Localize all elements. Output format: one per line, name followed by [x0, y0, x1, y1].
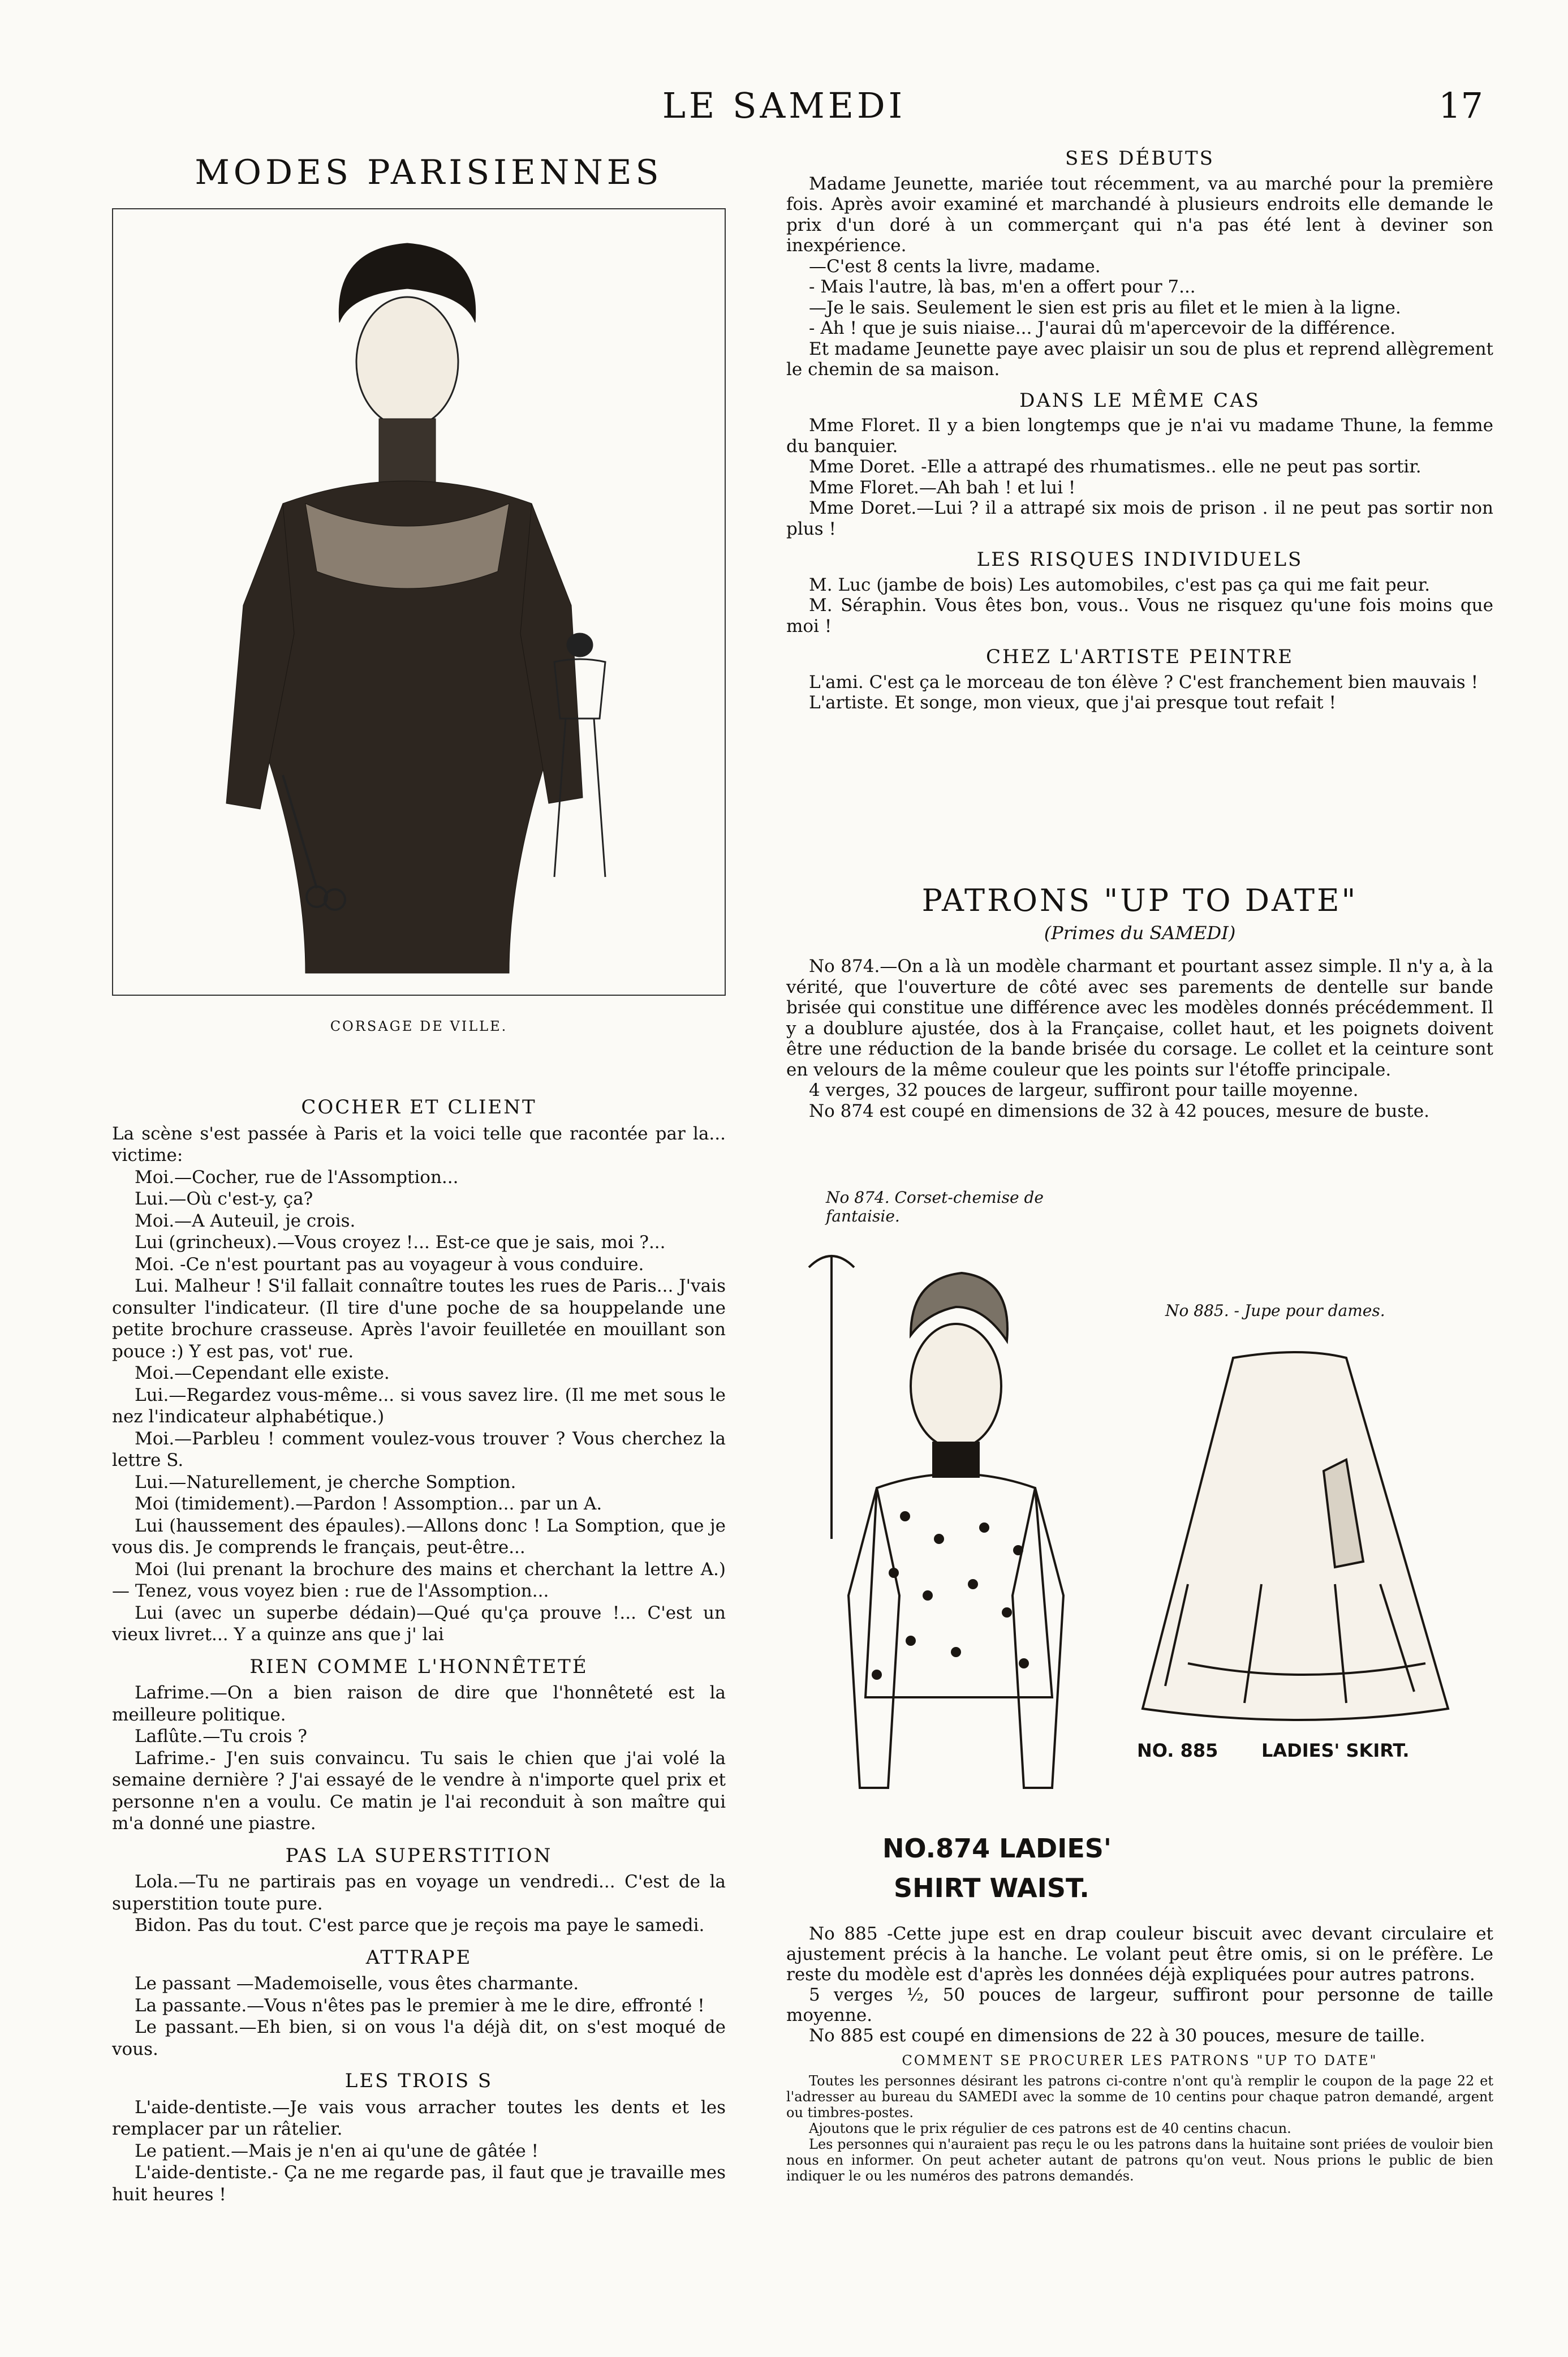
left-text-column	[112, 1086, 726, 2205]
illustration-frame	[112, 208, 726, 996]
text-line: 5 verges ½, 50 pouces de largeur, suffiront pour personne de taille moyenne.	[786, 1985, 1493, 2025]
text-line: Mme Floret. Il y a bien longtemps que je n'ai vu madame Thune, la femme du banquier.	[786, 415, 1493, 457]
corsage-illustration	[113, 209, 725, 995]
skirt-illustration	[1131, 1347, 1471, 1731]
text-line: Lui.—Regardez vous-même... si vous savez lire. (Il me met sous le nez l'indicateur alphabétique.)	[112, 1384, 726, 1427]
text-line: —C'est 8 cents la livre, madame.	[809, 256, 1101, 277]
text-line: Mme Floret.—Ah bah ! et lui !	[809, 477, 1076, 498]
fig874-label-line2: SHIRT WAIST.	[894, 1873, 1089, 1903]
fig874-caption: No 874. Corset-chemise de fantaisie.	[826, 1188, 1044, 1225]
section-heading: PAS LA SUPERSTITION	[285, 1844, 553, 1867]
text-line: - Ah ! que je suis niaise... J'aurai dû m'apercevoir de la différence.	[809, 318, 1396, 338]
newspaper-title: LE SAMEDI	[662, 85, 906, 126]
section-heading: DANS LE MÊME CAS	[1019, 389, 1260, 412]
text-line: Lafrime.- J'en suis convaincu. Tu sais le chien que j'ai volé la semaine dernière ? J'ai essayé de le vendre à n'importe quel prix et personne n'en a voulu. Ce matin je l'ai reconduit à son maître qui m'a donné une piastre.	[112, 1748, 726, 1834]
text-line: Lui. Malheur ! S'il fallait connaître toutes les rues de Paris... J'vais consulter l'indicateur. (Il tire d'une poche de sa houppelande une petite brochure crasseuse. Après l'avoir feuilletée en mouillant son pouce :) Y est pas, vot' rue.	[112, 1276, 726, 1362]
small-text-line: Toutes les personnes désirant les patrons ci-contre n'ont qu'à remplir le coupon de la page 22 et l'adresser au bureau du SAMEDI avec la somme de 10 centins pour chaque patron demandé, argent ou timbres-postes.	[786, 2073, 1493, 2121]
text-line: Lui (haussement des épaules).—Allons donc ! La Somption, que je vous dis. Je comprends le français, peut-être...	[112, 1515, 726, 1558]
right-text-column	[786, 148, 1493, 713]
text-line: Le passant.—Eh bien, si on vous l'a déjà dit, on s'est moqué de vous.	[112, 2017, 726, 2059]
text-line: 4 verges, 32 pouces de largeur, suffiront pour taille moyenne.	[809, 1080, 1359, 1100]
text-line: Moi (timidement).—Pardon ! Assomption... par un A.	[135, 1494, 602, 1514]
text-line: Moi.—A Auteuil, je crois.	[135, 1210, 356, 1231]
section-heading: ATTRAPE	[365, 1946, 472, 1969]
fig885-caption: No 885. - Jupe pour dames.	[1165, 1301, 1385, 1320]
text-line: Le passant —Mademoiselle, vous êtes charmante.	[135, 1973, 579, 1994]
text-line: Lui.—Naturellement, je cherche Somption.	[135, 1472, 516, 1493]
text-line: - Mais l'autre, là bas, m'en a offert pour 7...	[809, 277, 1196, 297]
patrons-title: PATRONS "UP TO DATE"	[921, 883, 1358, 918]
section-heading: LES TROIS S	[344, 2070, 493, 2092]
patrons-text	[786, 956, 1493, 1121]
fig874-label-line1: NO.874 LADIES'	[882, 1833, 1112, 1864]
patrons-subtitle: (Primes du SAMEDI)	[1044, 922, 1236, 944]
section-heading: LES RISQUES INDIVIDUELS	[976, 548, 1303, 571]
text-line: No 874.—On a là un modèle charmant et pourtant assez simple. Il n'y a, à la vérité, que l'ouverture de côté avec ses parements de dentelle sur bande brisée qui constitue une différence avec les modèles donnés précédemment. Il y a doublure ajustée, dos à la Française, collet haut, et les poignets doivent être une réduction de la bande brisée du corsage. Le collet et la ceinture sont en velours de la même couleur que les points sur l'étoffe principale.	[786, 956, 1493, 1080]
text-line: Bidon. Pas du tout. C'est parce que je reçois ma paye le samedi.	[135, 1915, 705, 1936]
page-number: 17	[1438, 85, 1483, 126]
text-line: No 885 -Cette jupe est en drap couleur biscuit avec devant circulaire et ajustement précis à la hanche. Le volant peut être omis, si on le préfère. Le reste du modèle est d'après les données déjà expliquées pour autres patrons.	[786, 1924, 1493, 1985]
text-line: L'aide-dentiste.—Je vais vous arracher toutes les dents et les remplacer par un râtelier.	[112, 2097, 726, 2139]
text-line: Moi.—Cependant elle existe.	[135, 1363, 390, 1383]
text-line: L'ami. C'est ça le morceau de ton élève ? C'est franchement bien mauvais !	[809, 672, 1479, 693]
text-line: Lui (avec un superbe dédain)—Qué qu'ça prouve !... C'est un vieux livret... Y a quinze ans que j' lai	[112, 1602, 726, 1645]
text-line: Laflûte.—Tu crois ?	[135, 1726, 308, 1747]
text-line: La passante.—Vous n'êtes pas le premier à me le dire, effronté !	[135, 1995, 705, 2016]
text-line: No 874 est coupé en dimensions de 32 à 42 pouces, mesure de buste.	[809, 1100, 1429, 1121]
text-line: Moi. -Ce n'est pourtant pas au voyageur à vous conduire.	[135, 1254, 644, 1275]
section-heading: RIEN COMME L'HONNÊTETÉ	[249, 1655, 588, 1678]
text-line: —Je le sais. Seulement le sien est pris au filet et le mien à la ligne.	[809, 297, 1401, 318]
text-line: Le patient.—Mais je n'en ai qu'une de gâtée !	[135, 2140, 539, 2161]
text-line: Moi.—Parbleu ! comment voulez-vous trouver ? Vous cherchez la lettre S.	[112, 1428, 726, 1470]
text-line: No 885 est coupé en dimensions de 22 à 30 pouces, mesure de taille.	[809, 2025, 1425, 2046]
text-line: Lola.—Tu ne partirais pas en voyage un vendredi... C'est de la superstition toute pure.	[112, 1872, 726, 1914]
section-heading: CHEZ L'ARTISTE PEINTRE	[985, 646, 1294, 668]
patrons-after-text	[786, 1924, 1493, 2184]
section-heading: SES DÉBUTS	[1065, 147, 1214, 170]
text-line: M. Séraphin. Vous êtes bon, vous.. Vous ne risquez qu'une fois moins que moi !	[786, 595, 1493, 636]
fig885-label: NO. 885	[1137, 1740, 1218, 1761]
modes-title: MODES PARISIENNES	[195, 153, 663, 192]
text-line: Mme Doret. -Elle a attrapé des rhumatismes.. elle ne peut pas sortir.	[809, 457, 1421, 477]
text-line: Moi.—Cocher, rue de l'Assomption...	[135, 1167, 459, 1188]
text-line: Lafrime.—On a bien raison de dire que l'honnêteté est la meilleure politique.	[112, 1683, 726, 1725]
text-line: Lui (grincheux).—Vous croyez !... Est-ce que je sais, moi ?...	[135, 1232, 666, 1253]
text-line: Madame Jeunette, mariée tout récemment, va au marché pour la première fois. Après avoir examiné et marchandé à plusieurs endroits elle demande le prix d'un doré à un commerçant qui n'a pas été lent à deviner son inexpérience.	[786, 173, 1493, 256]
text-line: Moi (lui prenant la brochure des mains et cherchant la lettre A.) — Tenez, vous voyez bien : rue de l'Assomption...	[112, 1559, 726, 1601]
illustration-caption: CORSAGE DE VILLE.	[330, 1018, 508, 1034]
small-text-line: Les personnes qui n'auraient pas reçu le ou les patrons dans la huitaine sont priées de vouloir bien nous en informer. On peut acheter autant de patrons qu'on veut. Nous prions le public de bien indiquer le ou les numéros des patrons demandés.	[786, 2136, 1493, 2184]
small-text-line: Ajoutons que le prix régulier de ces patrons est de 40 centins chacun.	[809, 2121, 1291, 2136]
shirt-waist-illustration	[798, 1245, 1092, 1822]
text-line: La scène s'est passée à Paris et la voici telle que racontée par la... victime:	[112, 1123, 726, 1165]
text-line: M. Luc (jambe de bois) Les automobiles, c'est pas ça qui me fait peur.	[809, 574, 1431, 595]
text-line: L'artiste. Et songe, mon vieux, que j'ai presque tout refait !	[809, 693, 1336, 713]
text-line: Et madame Jeunette paye avec plaisir un sou de plus et reprend allègrement le chemin de sa maison.	[786, 338, 1493, 380]
fig885-label2: LADIES' SKIRT.	[1261, 1740, 1410, 1761]
procurer-heading: COMMENT SE PROCURER LES PATRONS "UP TO DATE"	[902, 2053, 1378, 2068]
section-heading: COCHER ET CLIENT	[301, 1096, 537, 1119]
text-line: Mme Doret.—Lui ? il a attrapé six mois de prison . il ne peut pas sortir non plus !	[786, 498, 1493, 539]
text-line: Lui.—Où c'est-y, ça?	[135, 1189, 313, 1209]
text-line: L'aide-dentiste.- Ça ne me regarde pas, il faut que je travaille mes huit heures !	[112, 2162, 726, 2205]
